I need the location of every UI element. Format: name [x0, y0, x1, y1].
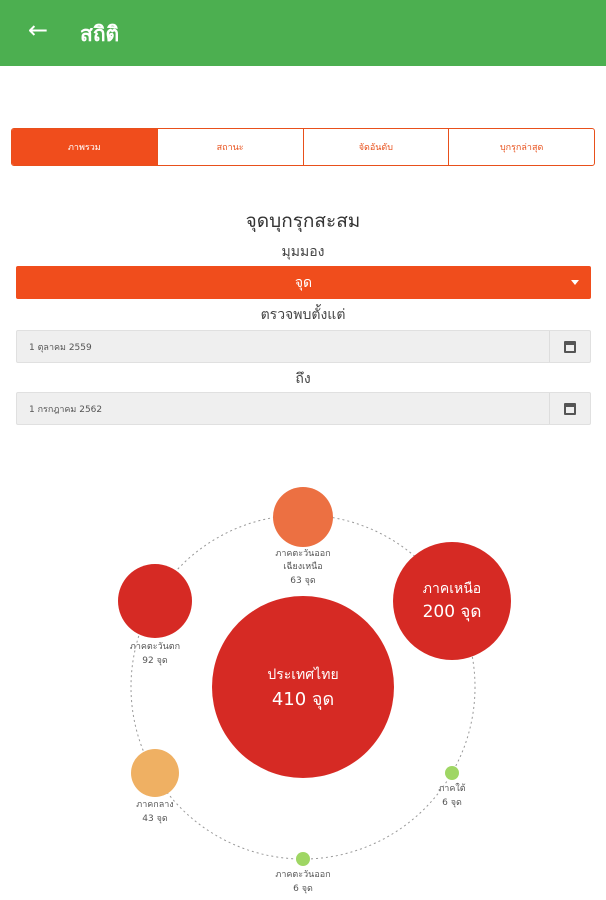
bubble-east[interactable] — [296, 852, 310, 866]
section-title: จุดบุกรุกสะสม — [245, 210, 361, 232]
from-label: ตรวจพบตั้งแต่ — [260, 307, 346, 323]
south-name: ภาคใต้ — [438, 784, 466, 794]
from-date-field[interactable] — [16, 330, 591, 363]
bubble-north[interactable] — [393, 542, 511, 660]
northeast-name: ภาคตะวันออก — [275, 549, 331, 559]
to-date-value: 1 กรกฎาคม 2562 — [29, 405, 103, 415]
south-value: 6 จุด — [442, 798, 462, 808]
center-bubble[interactable] — [212, 596, 394, 778]
tab-recent[interactable]: บุกรุกล่าสุด — [448, 129, 594, 165]
bubble-central[interactable] — [131, 749, 179, 797]
tab-ranking[interactable]: จัดอันดับ — [303, 129, 449, 165]
bubble-northeast[interactable] — [273, 487, 333, 547]
east-name: ภาคตะวันออก — [275, 870, 331, 880]
back-arrow-icon[interactable]: ← — [27, 16, 49, 44]
to-label: ถึง — [295, 371, 311, 387]
to-date-field[interactable] — [16, 392, 591, 425]
page-title: สถิติ — [80, 22, 120, 46]
app-bar — [0, 0, 606, 66]
perspective-value: จุด — [294, 274, 313, 291]
northeast-value: 63 จุด — [290, 576, 316, 586]
perspective-select[interactable] — [16, 266, 591, 299]
tab-overview[interactable]: ภาพรวม — [12, 129, 157, 165]
tab-status[interactable]: สถานะ — [157, 129, 303, 165]
center-name: ประเทศไทย — [267, 667, 339, 683]
perspective-label: มุมมอง — [281, 244, 325, 260]
region-bubble-chart — [0, 460, 606, 900]
caret-down-icon — [571, 280, 579, 285]
calendar-icon[interactable] — [549, 393, 590, 424]
west-value: 92 จุด — [142, 656, 168, 666]
tab-bar — [11, 128, 595, 166]
north-name: ภาคเหนือ — [422, 581, 482, 597]
northeast-name2: เฉียงเหนือ — [283, 562, 323, 572]
central-name: ภาคกลาง — [136, 800, 174, 810]
bubble-west[interactable] — [118, 564, 192, 638]
north-value: 200 จุด — [422, 602, 482, 622]
bubble-south[interactable] — [445, 766, 459, 780]
center-value: 410 จุด — [271, 689, 335, 710]
east-value: 6 จุด — [293, 884, 313, 894]
west-name: ภาคตะวันตก — [129, 642, 181, 652]
central-value: 43 จุด — [142, 814, 168, 824]
calendar-icon[interactable] — [549, 331, 590, 362]
from-date-value: 1 ตุลาคม 2559 — [29, 343, 92, 353]
